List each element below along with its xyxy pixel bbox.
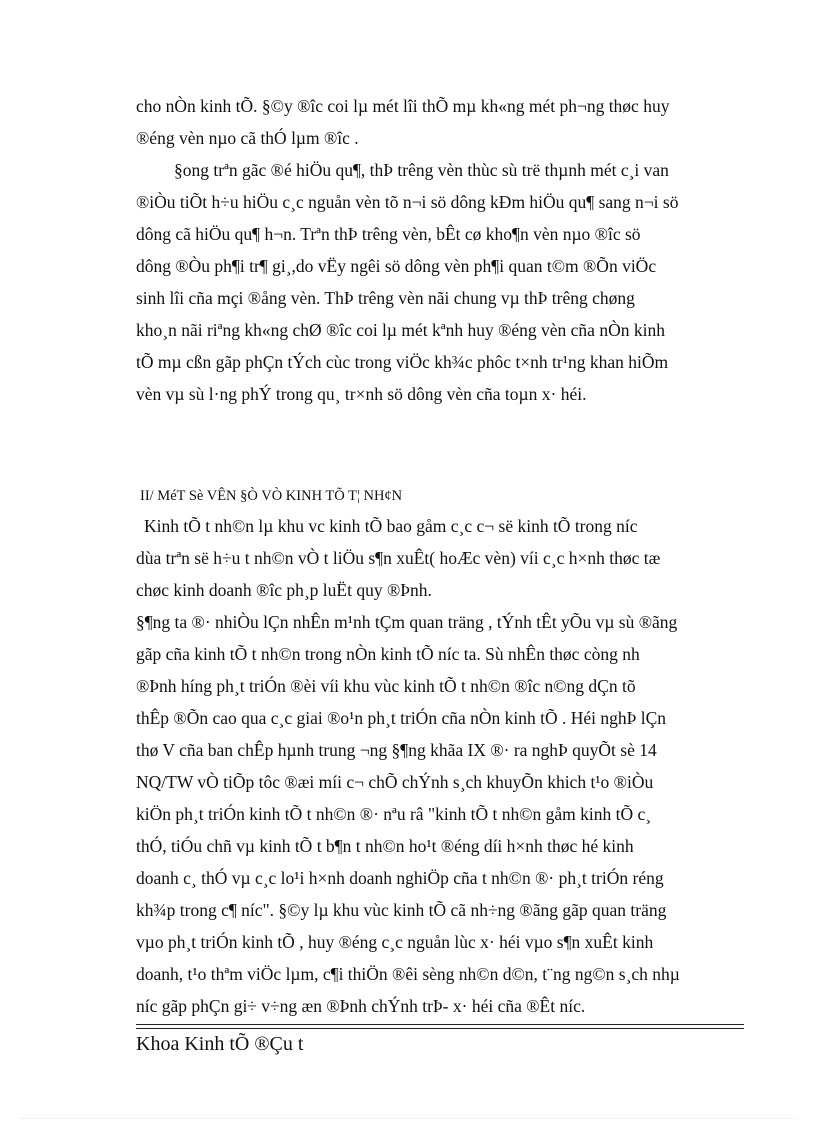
footer-rule-top (136, 1024, 744, 1025)
paragraph-line: ®Þnh híng ph¸t triÓn ®èi víi khu vùc kinh tÕ t nh©n ®îc n©ng dÇn tõ (136, 676, 636, 696)
paragraph-line: dùa trªn së h÷u t nh©n vÒ t liÖu s¶n xuÊt( hoÆc vèn) víi c¸c h×nh thøc tæ (136, 548, 661, 568)
paragraph-line: dông cã hiÖu qu¶ h¬n. Trªn thÞ trêng vèn, bÊt cø kho¶n vèn nµo ®îc sö (136, 224, 641, 244)
paragraph-line: sinh lîi cña mçi ®ång vèn. ThÞ trêng vèn nãi chung vµ thÞ trêng chøng (136, 288, 635, 308)
paragraph-line: vµo ph¸t triÓn kinh tÕ , huy ®éng c¸c nguån lùc x· héi vµo s¶n xuÊt kinh (136, 932, 654, 952)
page-edge-divider (20, 1118, 796, 1119)
paragraph-line: níc gãp phÇn gi÷ v÷ng æn ®Þnh chÝnh trÞ- x· héi cña ®Êt níc. (136, 996, 586, 1016)
paragraph-line: cho nÒn kinh tÕ. §©y ®îc coi lµ mét lîi thÕ mµ kh«ng mét ph¬ng thøc huy (136, 96, 670, 116)
paragraph-line: Kinh tÕ t nh©n lµ khu vc kinh tÕ bao gåm c¸c c¬ së kinh tÕ trong níc (144, 516, 638, 536)
paragraph-line: thø V cña ban chÊp hµnh trung ¬ng §¶ng khãa IX ®· ra nghÞ quyÕt sè 14 (136, 740, 657, 760)
paragraph-line: NQ/TW vÒ tiÕp tôc ®æi míi c¬ chÕ chÝnh s¸ch khuyÕn khich t¹o ®iÒu (136, 772, 654, 792)
paragraph-line: §ong trªn gãc ®é hiÖu qu¶, thÞ trêng vèn thùc sù trë thµnh mét c¸i van (174, 160, 669, 180)
footer-rule-bottom (136, 1028, 744, 1029)
paragraph-line: gãp cña kinh tÕ t nh©n trong nÒn kinh tÕ níc ta. Sù nhÊn thøc còng nh (136, 644, 640, 664)
paragraph-line: kho¸n nãi riªng kh«ng chØ ®îc coi lµ mét kªnh huy ®éng vèn cña nÒn kinh (136, 320, 665, 340)
paragraph-line: doanh c¸ thÓ vµ c¸c lo¹i h×nh doanh nghiÖp cña t nh©n ®· ph¸t triÓn réng (136, 868, 664, 888)
page-footer: Khoa Kinh tÕ ®Çu t (136, 1033, 304, 1055)
paragraph-line: tÕ mµ cßn gãp phÇn tÝch cùc trong viÖc kh¾c phôc t×nh tr¹ng khan hiÕm (136, 352, 669, 372)
paragraph-line: chøc kinh doanh ®îc ph¸p luËt quy ®Þnh. (136, 580, 432, 600)
section-heading: II/ MéT Sè VÊN §Ò VÒ KINH TÕ T¦ NH¢N (140, 488, 403, 504)
paragraph-line: ®éng vèn nµo cã thÓ lµm ®îc . (136, 128, 359, 148)
paragraph-line: §¶ng ta ®· nhiÒu lÇn nhÊn m¹nh tÇm quan träng , tÝnh tÊt yÕu vµ sù ®ãng (136, 612, 678, 632)
paragraph-line: thÊp ®Õn cao qua c¸c giai ®o¹n ph¸t triÓn cña nÒn kinh tÕ . Héi nghÞ lÇn (136, 708, 667, 728)
paragraph-line: thÓ, tiÓu chñ vµ kinh tÕ t b¶n t nh©n ho¹t ®éng díi h×nh thøc hé kinh (136, 836, 634, 856)
paragraph-line: kiÖn ph¸t triÓn kinh tÕ t nh©n ®· nªu râ "kinh tÕ t nh©n gåm kinh tÕ c¸ (136, 804, 652, 824)
paragraph-line: dông ®Òu ph¶i tr¶ gi¸,do vËy ngêi sö dông vèn ph¶i quan t©m ®Õn viÖc (136, 256, 657, 276)
paragraph-line: doanh, t¹o thªm viÖc lµm, c¶i thiÖn ®êi sèng nh©n d©n, t¨ng ng©n s¸ch nhµ (136, 964, 680, 984)
paragraph-line: kh¾p trong c¶ níc". §©y lµ khu vùc kinh tÕ cã nh÷ng ®ãng gãp quan träng (136, 900, 667, 920)
paragraph-line: vèn vµ sù l·ng phÝ trong qu¸ tr×nh sö dông vèn cña toµn x· héi. (136, 384, 587, 404)
paragraph-line: ®iÒu tiÕt h÷u hiÖu c¸c nguån vèn tõ n¬i sö dông kÐm hiÖu qu¶ sang n¬i sö (136, 192, 679, 212)
